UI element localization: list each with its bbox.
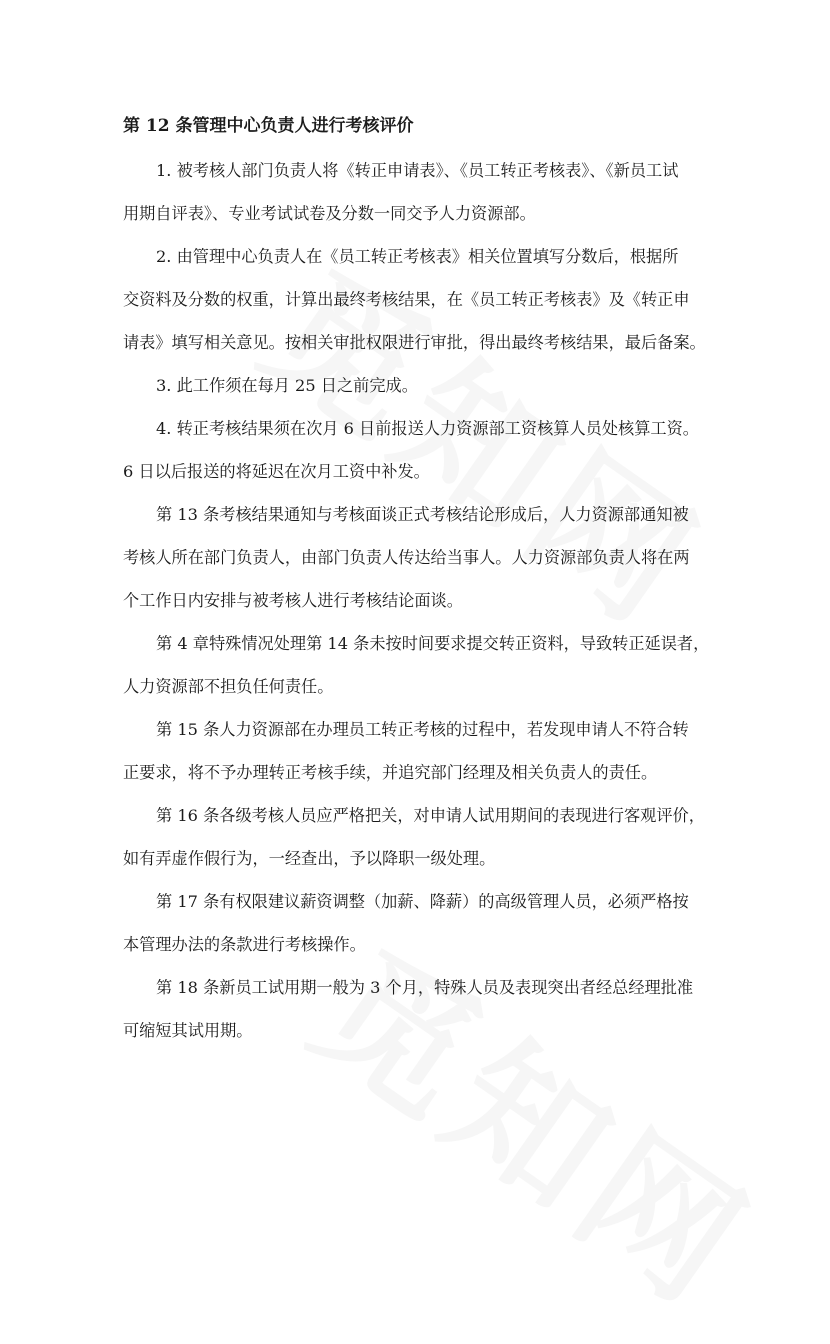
paragraph-line: 第 18 条新员工试用期一般为 3 个月，特殊人员及表现突出者经总经理批准 [156, 978, 694, 997]
paragraph-line: 交资料及分数的权重，计算出最终考核结果，在《员工转正考核表》及《转正申 [123, 290, 690, 309]
paragraph-line: 4. 转正考核结果须在次月 6 日前报送人力资源部工资核算人员处核算工资。 [156, 419, 699, 438]
paragraph-line: 个工作日内安排与被考核人进行考核结论面谈。 [123, 591, 463, 610]
paragraph-line: 第 17 条有权限建议薪资调整（加薪、降薪）的高级管理人员，必须严格按 [156, 892, 689, 911]
paragraph [123, 407, 713, 493]
paragraph [123, 622, 713, 708]
paragraph-line: 2. 由管理中心负责人在《员工转正考核表》相关位置填写分数后，根据所 [156, 247, 679, 266]
paragraph-line: 第 4 章特殊情况处理第 14 条未按时间要求提交转正资料，导致转正延误者， [156, 634, 710, 653]
document-body [123, 109, 713, 1052]
paragraph [123, 708, 713, 794]
paragraph [123, 235, 713, 364]
paragraph-list [123, 149, 713, 1052]
paragraph-line: 人力资源部不担负任何责任。 [123, 677, 334, 696]
paragraph-line: 如有弄虚作假行为，一经查出，予以降职一级处理。 [123, 849, 496, 868]
section-heading: 第 12 条管理中心负责人进行考核评价 [123, 116, 414, 136]
paragraph [123, 880, 713, 966]
paragraph-line: 第 13 条考核结果通知与考核面谈正式考核结论形成后，人力资源部通知被 [156, 505, 689, 524]
paragraph-line: 用期自评表》、专业考试试卷及分数一同交予人力资源部。 [123, 204, 536, 223]
paragraph-line: 考核人所在部门负责人，由部门负责人传达给当事人。人力资源部负责人将在两 [123, 548, 690, 567]
paragraph-line: 6 日以后报送的将延迟在次月工资中补发。 [123, 462, 430, 481]
paragraph [123, 493, 713, 622]
paragraph [123, 364, 713, 407]
paragraph [123, 966, 713, 1052]
paragraph-line: 本管理办法的条款进行考核操作。 [123, 935, 366, 954]
paragraph-line: 可缩短其试用期。 [123, 1021, 253, 1040]
paragraph-line: 第 15 条人力资源部在办理员工转正考核的过程中，若发现申请人不符合转 [156, 720, 689, 739]
paragraph [123, 149, 713, 235]
paragraph-line: 3. 此工作须在每月 25 日之前完成。 [156, 376, 418, 395]
paragraph [123, 794, 713, 880]
paragraph-line: 1. 被考核人部门负责人将《转正申请表》、《员工转正考核表》、《新员工试 [156, 161, 679, 180]
paragraph-line: 请表》填写相关意见。按相关审批权限进行审批，得出最终考核结果，最后备案。 [123, 333, 706, 352]
paragraph-line: 第 16 条各级考核人员应严格把关，对申请人试用期间的表现进行客观评价， [156, 806, 705, 825]
paragraph-line: 正要求，将不予办理转正考核手续，并追究部门经理及相关负责人的责任。 [123, 763, 658, 782]
